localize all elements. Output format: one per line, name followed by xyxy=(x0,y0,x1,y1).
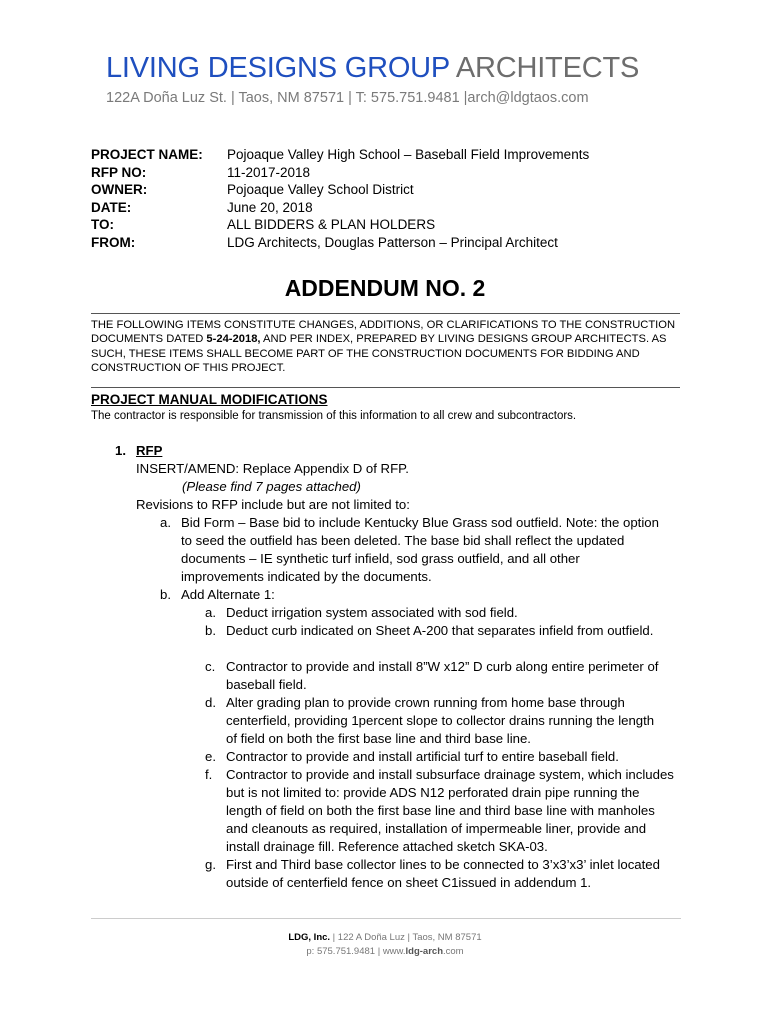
list-marker: d. xyxy=(205,695,216,710)
footer-line-2 xyxy=(0,946,770,957)
footer-address: | 122 A Doña Luz | Taos, NM 87571 xyxy=(330,932,482,943)
info-value: June 20, 2018 xyxy=(227,199,313,215)
section-heading: PROJECT MANUAL MODIFICATIONS xyxy=(91,392,328,407)
info-label: FROM: xyxy=(91,234,136,250)
footer-line-1 xyxy=(0,932,770,943)
list-marker: b. xyxy=(205,623,216,638)
firm-name xyxy=(106,52,639,84)
info-row xyxy=(91,234,589,252)
project-info xyxy=(91,146,589,251)
info-value: Pojoaque Valley High School – Baseball Field Improvements xyxy=(227,147,590,162)
info-value: Pojoaque Valley School District xyxy=(227,182,414,197)
info-label: TO: xyxy=(91,217,114,232)
divider xyxy=(91,313,680,314)
document-title: ADDENDUM NO. 2 xyxy=(284,275,486,301)
info-label: DATE: xyxy=(91,199,132,215)
info-row xyxy=(91,146,589,164)
revisions-line: Revisions to RFP include but are not limited to: xyxy=(136,497,410,512)
list-marker: f. xyxy=(205,767,213,782)
info-value: ALL BIDDERS & PLAN HOLDERS xyxy=(227,217,436,232)
footer-divider xyxy=(91,918,681,919)
list-text: First and Third base collector lines to be connected to 3’x3’x3’ inlet located outside of centerfield fence on sheet C1issued in addendum 1. xyxy=(226,857,660,890)
info-value: 11-2017-2018 xyxy=(227,164,311,180)
list-marker: a. xyxy=(160,515,171,530)
section-subtext: The contractor is responsible for transmission of this information to all crew and subcontractors. xyxy=(91,410,577,422)
list-text: Contractor to provide and install artificial turf to entire baseball field. xyxy=(226,749,619,764)
letterhead xyxy=(106,52,639,106)
list-text: Deduct irrigation system associated with sod field. xyxy=(226,605,518,620)
item-title: RFP xyxy=(136,443,163,458)
footer-website[interactable]: ldg-arch xyxy=(405,946,443,957)
list-marker: a. xyxy=(205,605,216,620)
info-row xyxy=(91,181,589,199)
list-text: Add Alternate 1: xyxy=(181,587,275,602)
list-text: Contractor to provide and install subsurface drainage system, which includes but is not limited to: provide ADS N12 perforated drain pipe running the length of field on both the first base line and third base line with manholes and cleanouts as required, installation of impermeable liner, provide and install drainage fill. Reference attached sketch SKA-03. xyxy=(226,767,674,854)
item-number: 1. xyxy=(115,443,126,458)
footer-company: LDG, Inc. xyxy=(288,932,331,943)
info-row xyxy=(91,164,589,182)
info-row xyxy=(91,216,589,234)
firm-address: 122A Doña Luz St. | Taos, NM 87571 | T: 575.751.9481 |arch@ldgtaos.com xyxy=(106,90,589,106)
intro-text-1: THE FOLLOWING ITEMS CONSTITUTE CHANGES, ADDITIONS, OR CLARIFICATIONS TO THE CONSTRUCTION DOCUMENTS DATED xyxy=(91,319,676,346)
info-label: OWNER: xyxy=(91,182,148,197)
list-text: Deduct curb indicated on Sheet A-200 that separates infield from outfield. xyxy=(226,623,654,638)
firm-name-primary: LIVING DESIGNS GROUP xyxy=(106,52,450,84)
list-marker: g. xyxy=(205,857,216,872)
intro-date: 5-24-2018, xyxy=(206,333,261,346)
footer-phone: p: 575.751.9481 | www. xyxy=(306,946,406,957)
info-row xyxy=(91,199,589,217)
firm-name-secondary: ARCHITECTS xyxy=(455,52,640,84)
info-label: RFP NO: xyxy=(91,164,147,180)
divider xyxy=(91,387,680,388)
list-marker: e. xyxy=(205,749,216,764)
list-marker: b. xyxy=(160,587,171,602)
footer-website-tld: .com xyxy=(443,946,464,957)
attached-note: (Please find 7 pages attached) xyxy=(182,479,361,494)
intro-paragraph xyxy=(91,318,676,376)
intro-text-2: AND PER INDEX, PREPARED BY LIVING DESIGNS GROUP ARCHITECTS. AS SUCH, THESE ITEMS SHALL BECOME PART OF THE CONSTRUCTION DOCUMENTS FOR BIDDING AND CONSTRUCTION OF THIS PROJECT. xyxy=(91,333,667,375)
list-text: Bid Form – Base bid to include Kentucky Blue Grass sod outfield. Note: the option to seed the outfield has been deleted. The base bid shall reflect the updated documents – IE synthetic turf infield, sod grass outfield, and all other improvements indicated by the documents. xyxy=(181,515,659,584)
list-marker: c. xyxy=(205,659,216,674)
info-value: LDG Architects, Douglas Patterson – Principal Architect xyxy=(227,234,558,250)
insert-line: INSERT/AMEND: Replace Appendix D of RFP. xyxy=(136,461,409,476)
info-label: PROJECT NAME: xyxy=(91,147,203,162)
list-text: Contractor to provide and install 8”W x12” D curb along entire perimeter of baseball field. xyxy=(226,659,659,692)
list-text: Alter grading plan to provide crown running from home base through centerfield, providing 1percent slope to collector drains running the length of field on both the first base line and third base line. xyxy=(226,695,655,746)
